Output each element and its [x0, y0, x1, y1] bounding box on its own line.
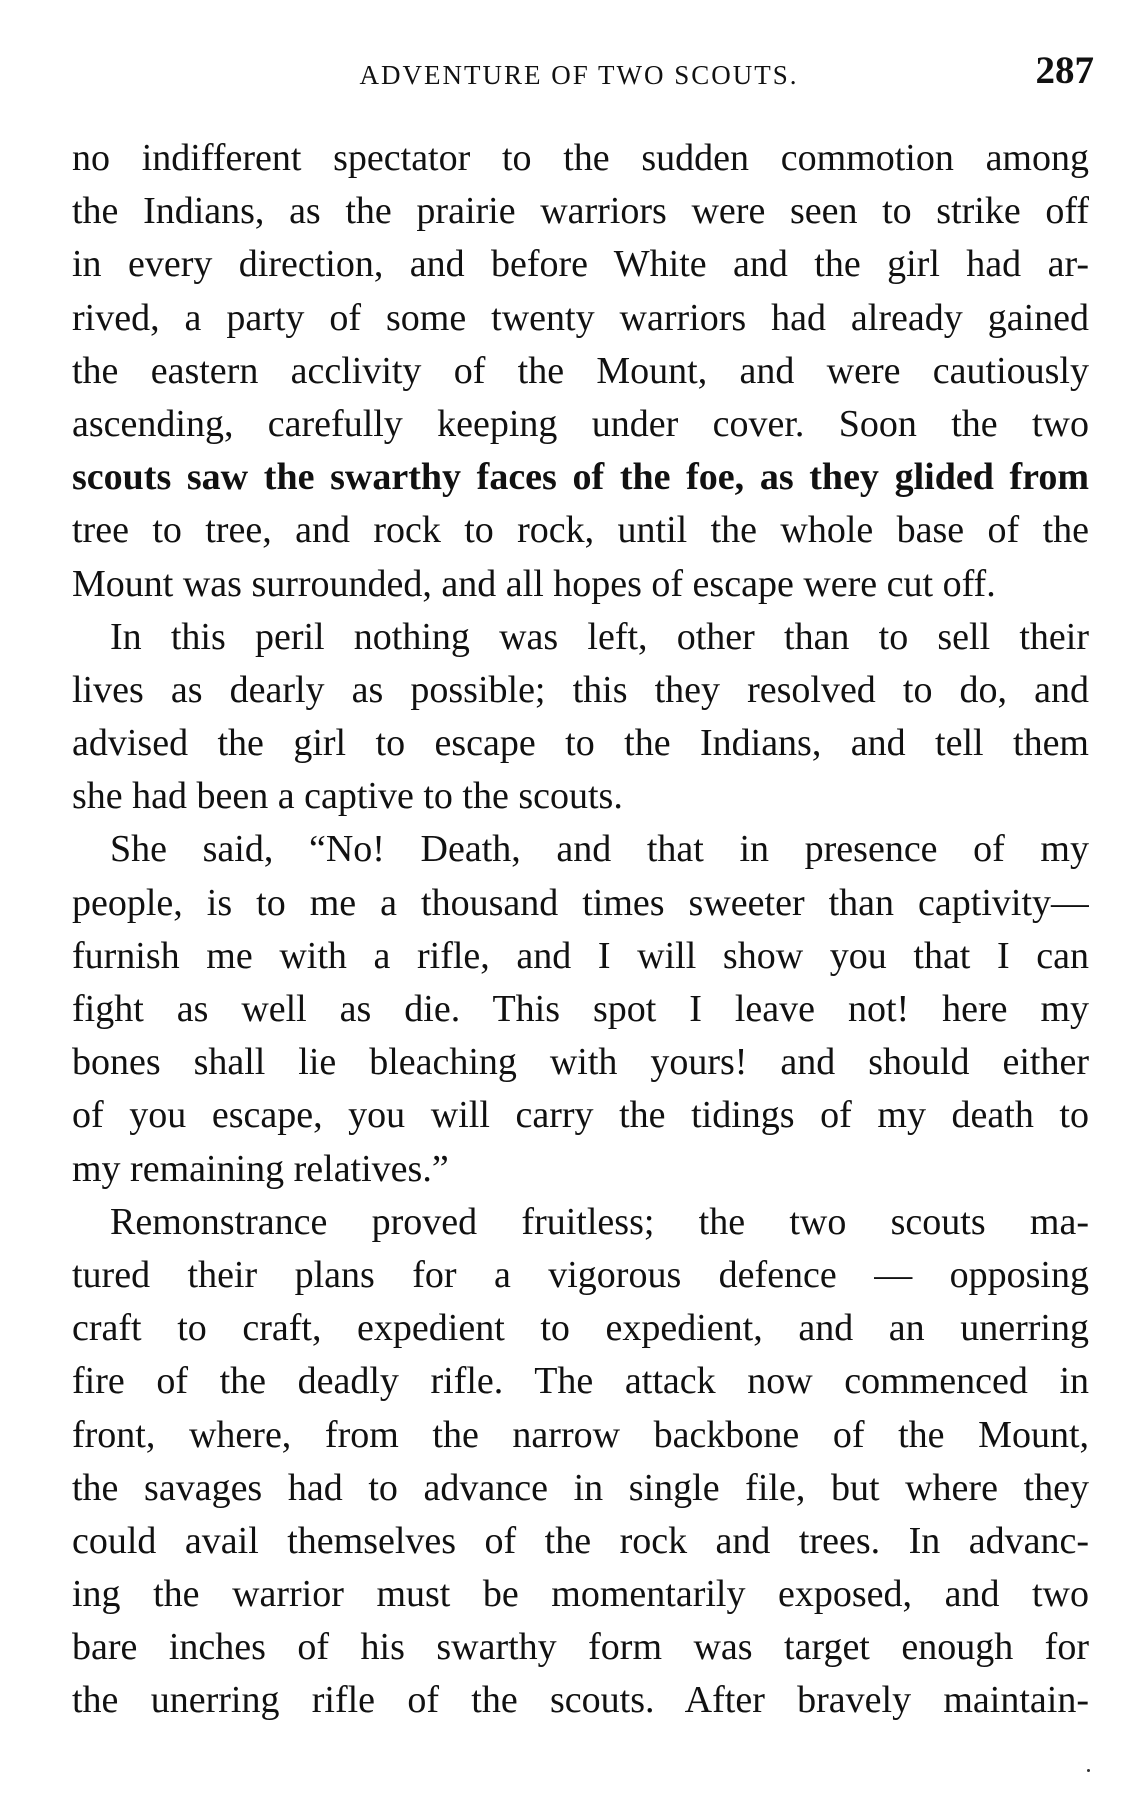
text-line: bare inches of his swarthy form was target enough for — [72, 1626, 1089, 1669]
text-line: the Indians, as the prairie warriors were seen to strike off — [72, 190, 1089, 233]
text-line: In this peril nothing was left, other than to sell their — [110, 615, 1089, 658]
body-text — [72, 132, 1089, 1772]
running-title: ADVENTURE OF TWO SCOUTS. — [359, 60, 799, 90]
text-line: Remonstrance proved fruitless; the two scouts ma- — [110, 1200, 1089, 1243]
text-line: craft to craft, expedient to expedient, and an unerring — [72, 1307, 1089, 1350]
text-line: my remaining relatives.” — [72, 1147, 449, 1190]
text-line: fire of the deadly rifle. The attack now commenced in — [72, 1360, 1089, 1403]
text-line: She said, “No! Death, and that in presence of my — [110, 828, 1089, 871]
text-line: rived, a party of some twenty warriors had already gained — [72, 296, 1089, 339]
text-line: people, is to me a thousand times sweeter than captivity— — [72, 881, 1089, 924]
page-header — [64, 48, 1094, 98]
text-line: of you escape, you will carry the tidings of my death to — [72, 1094, 1089, 1137]
text-line: tured their plans for a vigorous defence — opposing — [72, 1253, 1089, 1296]
text-line: furnish me with a rifle, and I will show you that I can — [72, 934, 1089, 977]
text-line: the savages had to advance in single file, but where they — [72, 1466, 1089, 1509]
text-line: front, where, from the narrow backbone of the Mount, — [72, 1413, 1089, 1456]
page-number: 287 — [1035, 49, 1094, 92]
text-line: the unerring rifle of the scouts. After bravely maintain- — [72, 1679, 1089, 1722]
text-line: lives as dearly as possible; this they resolved to do, and — [72, 668, 1089, 711]
text-line: the eastern acclivity of the Mount, and were cautiously — [72, 349, 1089, 392]
text-line: tree to tree, and rock to rock, until the whole base of the — [72, 509, 1089, 552]
text-line: ascending, carefully keeping under cover. Soon the two — [72, 402, 1089, 445]
text-line: no indifferent spectator to the sudden commotion among — [72, 137, 1089, 179]
text-line: ing the warrior must be momentarily exposed, and two — [72, 1573, 1089, 1616]
text-line: could avail themselves of the rock and trees. In advanc- — [72, 1519, 1089, 1562]
scan-speck — [1087, 1769, 1090, 1772]
text-line: advised the girl to escape to the Indians, and tell them — [72, 722, 1089, 765]
text-line: in every direction, and before White and the girl had ar- — [72, 243, 1089, 286]
text-line: bones shall lie bleaching with yours! and should either — [72, 1041, 1089, 1084]
text-line: scouts saw the swarthy faces of the foe, as they glided from — [72, 456, 1089, 499]
text-line: Mount was surrounded, and all hopes of escape were cut off. — [72, 562, 996, 605]
text-line: she had been a captive to the scouts. — [72, 775, 623, 818]
text-line: fight as well as die. This spot I leave not! here my — [72, 988, 1089, 1030]
